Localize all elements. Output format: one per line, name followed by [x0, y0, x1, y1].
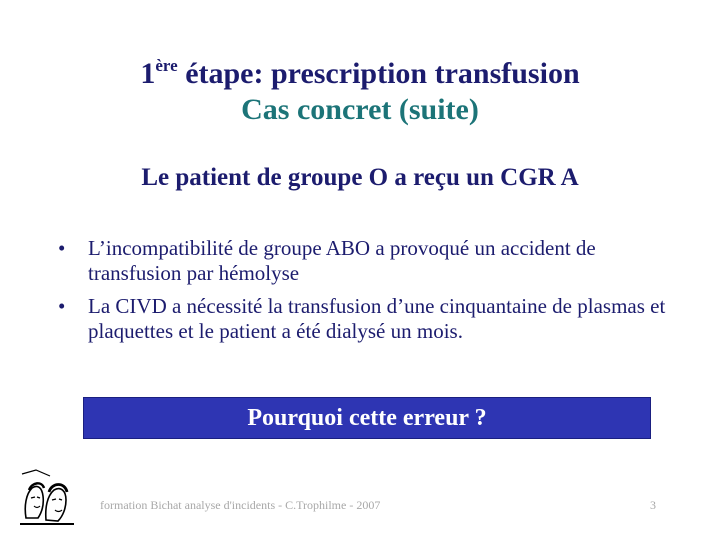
bullet-item	[56, 236, 666, 286]
bullet-text: La CIVD a nécessité la transfusion d’une cinquantaine de plasmas et plaquettes et le patient a été dialysé un mois.	[88, 294, 666, 343]
title-step-number: 1	[140, 57, 156, 90]
title-step-text: étape: prescription transfusion	[177, 57, 580, 90]
two-faces-sketch-icon	[16, 466, 78, 528]
title-line-1	[0, 56, 720, 92]
bullet-marker: •	[58, 294, 66, 318]
bullet-marker: •	[58, 236, 66, 260]
footer-text: formation Bichat analyse d'incidents - C.Trophilme - 2007	[100, 498, 381, 512]
title-line-2: Cas concret (suite)	[241, 93, 479, 126]
bullet-list	[56, 236, 666, 352]
question-banner	[83, 397, 651, 439]
bullet-text: L’incompatibilité de groupe ABO a provoqué un accident de transfusion par hémolyse	[88, 236, 596, 285]
bullet-item	[56, 294, 666, 344]
title-step-superscript: ère	[155, 56, 178, 75]
slide-title	[0, 56, 720, 128]
page-number: 3	[650, 498, 656, 512]
question-banner-text: Pourquoi cette erreur ?	[247, 404, 487, 431]
slide-subtitle: Le patient de groupe O a reçu un CGR A	[141, 164, 579, 191]
